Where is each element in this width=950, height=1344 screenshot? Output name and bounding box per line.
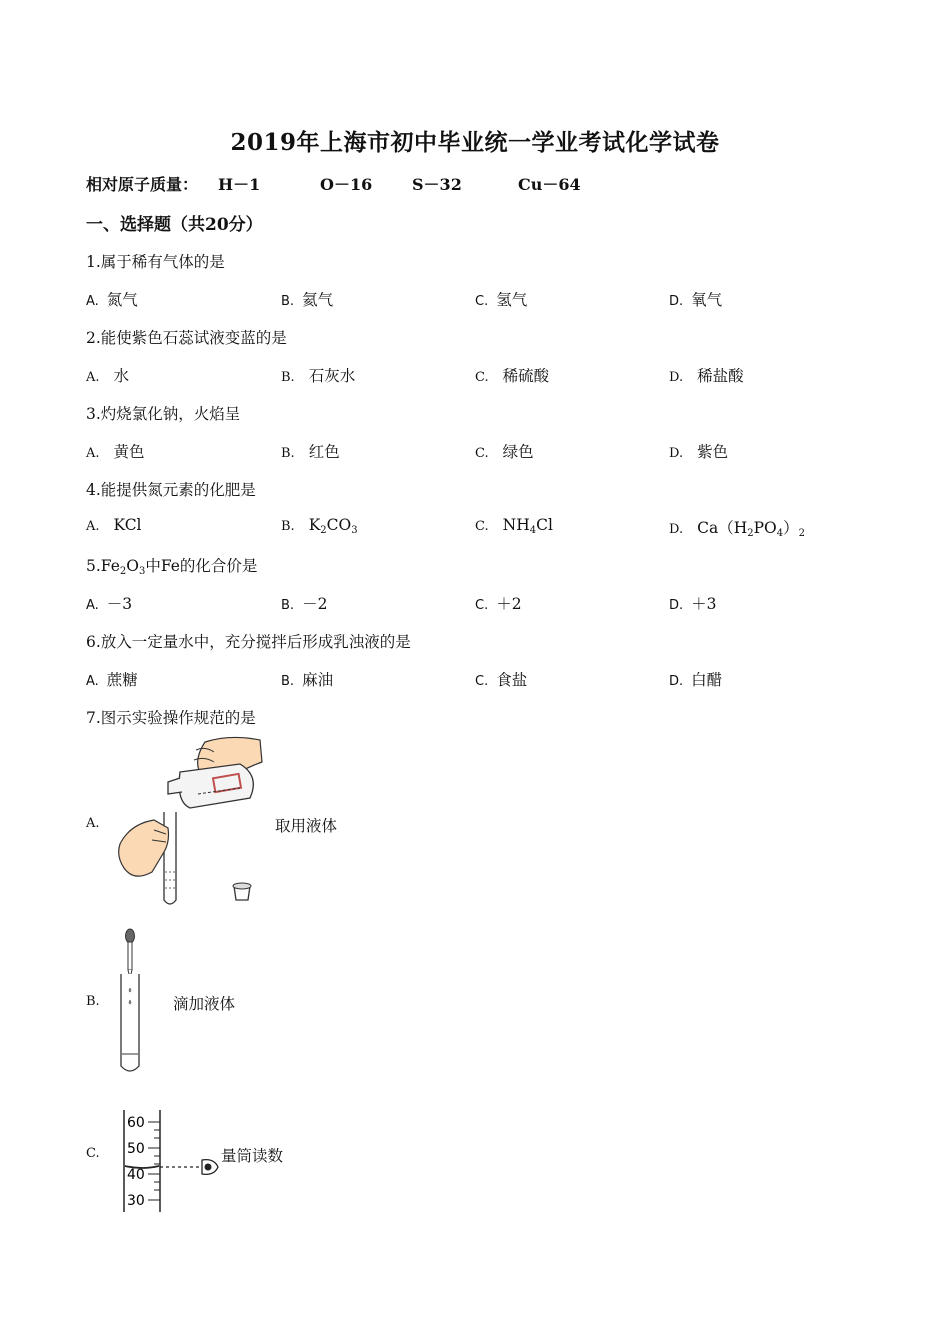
q7-option-a-letter: A. (86, 816, 100, 831)
tick-30: 30 (127, 1193, 145, 1209)
q6-option-b: B. 麻油 (281, 671, 334, 689)
q7-option-b-label: 滴加液体 (173, 995, 236, 1013)
question-4-stem: 4.能提供氮元素的化肥是 (86, 481, 256, 499)
q4-option-b: B. $K_2CO_3$ (281, 516, 358, 536)
q4-option-a: A. KCl (86, 516, 142, 534)
question-1-stem: 1.属于稀有气体的是 (86, 253, 225, 271)
q1-option-b: B. 氦气 (281, 291, 334, 309)
q2-option-a: A. 水 (86, 367, 130, 385)
q2-option-b: B. 石灰水 (281, 367, 356, 385)
atomic-masses-label: 相对原子质量： (86, 175, 199, 194)
q1-option-c: C. 氢气 (475, 291, 528, 309)
mass-s: S－32 (412, 175, 462, 194)
question-2-stem: 2.能使紫色石蕊试液变蓝的是 (86, 329, 287, 347)
q3-option-b: B. 红色 (281, 443, 340, 461)
q6-option-a: A. 蔗糖 (86, 671, 138, 689)
mass-cu: Cu－64 (518, 175, 581, 194)
q3-option-d: D. 紫色 (669, 443, 729, 461)
q7-option-c-letter: C. (86, 1146, 100, 1161)
tick-40: 40 (127, 1167, 145, 1183)
q7-option-c-label: 量筒读数 (221, 1147, 284, 1165)
q3-option-c: C. 绿色 (475, 443, 534, 461)
q4-option-d: D. $Ca(H_2PO_4)_2$ (669, 519, 805, 539)
question-7-stem: 7.图示实验操作规范的是 (86, 709, 256, 727)
q7-option-a-label: 取用液体 (275, 817, 338, 835)
question-6-stem: 6.放入一定量水中，充分搅拌后形成乳浊液的是 (86, 633, 411, 651)
mass-o: O－16 (320, 175, 373, 194)
page-title: 2019年上海市初中毕业统一学业考试化学试卷 (230, 129, 720, 156)
dropping-liquid-figure (112, 928, 152, 1078)
q6-option-d: D. 白醋 (669, 671, 723, 689)
q5-option-b: B. －2 (281, 595, 328, 613)
section-heading: 一、选择题（共20分） (86, 215, 263, 235)
q2-option-c: C. 稀硫酸 (475, 367, 550, 385)
q5-option-d: D. ＋3 (669, 595, 717, 613)
question-3-stem: 3.灼烧氯化钠，火焰呈 (86, 405, 241, 423)
tick-50: 50 (127, 1141, 145, 1157)
mass-h: H－1 (218, 175, 261, 194)
eye-icon (205, 1164, 212, 1171)
question-5-stem: $5.Fe_2O_3$中Fe的化合价是 (86, 557, 258, 577)
cylinder-reading-figure (118, 1108, 223, 1214)
tick-60: 60 (127, 1115, 145, 1131)
q5-option-c: C. ＋2 (475, 595, 522, 613)
q3-option-a: A. 黄色 (86, 443, 145, 461)
q5-option-a: A. －3 (86, 595, 133, 613)
pouring-liquid-figure (110, 732, 270, 912)
q4-option-c: C. $NH_4Cl$ (475, 516, 553, 536)
q6-option-c: C. 食盐 (475, 671, 528, 689)
q1-option-d: D. 氧气 (669, 291, 723, 309)
atomic-masses (86, 172, 581, 195)
q1-option-a: A. 氮气 (86, 291, 138, 309)
q2-option-d: D. 稀盐酸 (669, 367, 744, 385)
q7-option-b-letter: B. (86, 994, 100, 1009)
